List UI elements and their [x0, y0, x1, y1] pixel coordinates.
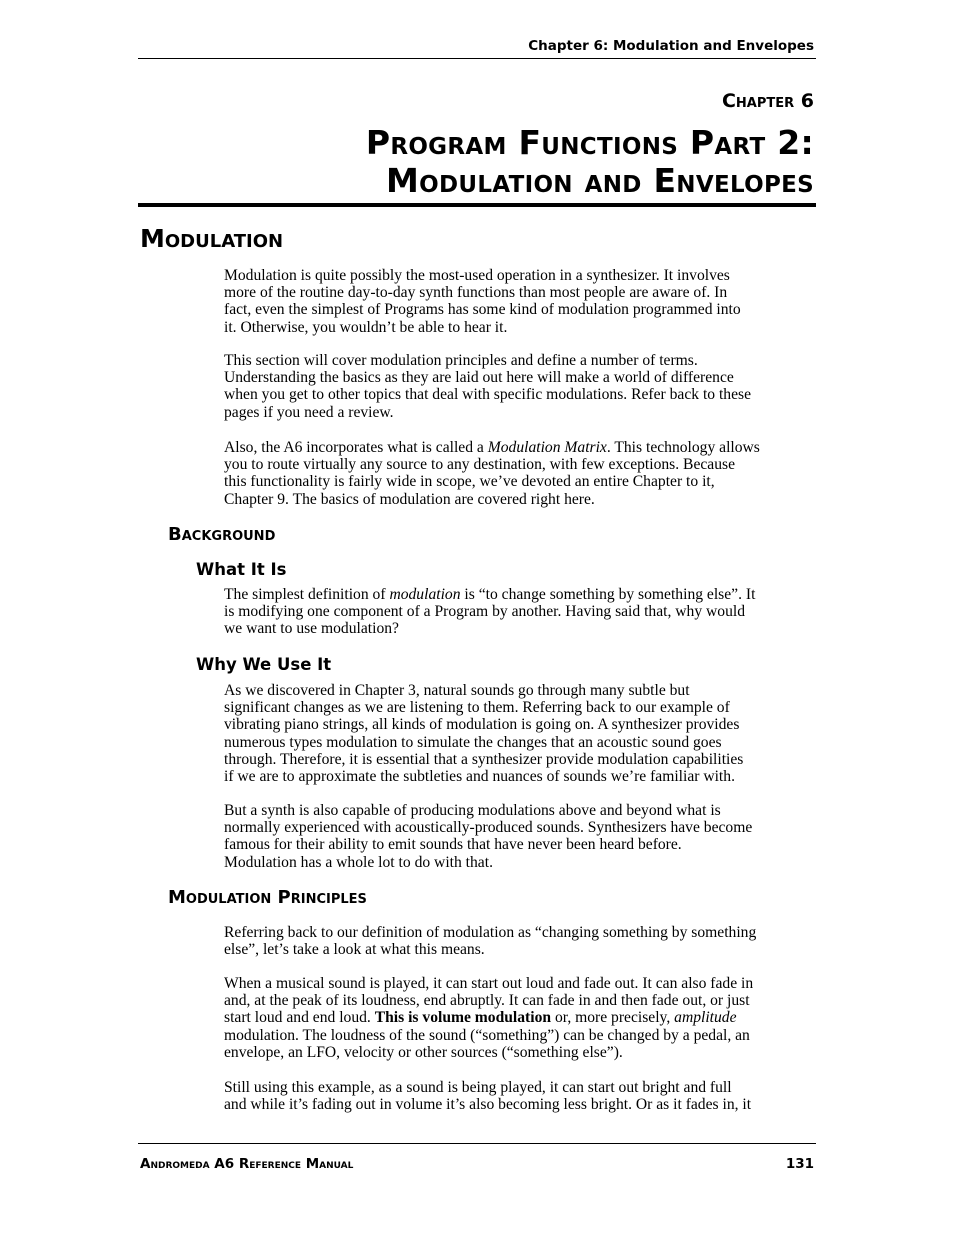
text-line: [224, 1009, 816, 1026]
bold-text: This is volume modulation: [374, 1009, 552, 1027]
header-rule: [138, 58, 816, 59]
text-line: When a musical sound is played, it can start out loud and fade out. It can also fade in: [224, 975, 754, 992]
text-line: and, at the peak of its loudness, end abruptly. It can fade in and then fade out, or just: [224, 992, 750, 1010]
text-line: Still using this example, as a sound is being played, it can start out bright and full: [224, 1079, 732, 1096]
why-we-use-it-paragraph-1: [224, 682, 816, 785]
text-line: Understanding the basics as they are laid out here will make a world of difference: [224, 369, 734, 387]
text-line: numerous types modulation to simulate the changes that an acoustic sound goes: [224, 733, 722, 751]
chapter-title-line-2: Modulation and Envelopes: [385, 161, 814, 200]
text-line: normally experienced with acoustically-produced sounds. Synthesizers have become: [224, 819, 753, 837]
footer-rule: [138, 1143, 816, 1144]
text-line: Modulation has a whole lot to do with that.: [224, 853, 493, 871]
text-run: Also, the A6 incorporates what is called a: [224, 439, 488, 456]
text-run: is “to change something by something else”. It: [460, 586, 756, 603]
text-line: Referring back to our definition of modulation as “changing something by something: [224, 924, 757, 941]
text-line: This section will cover modulation principles and define a number of terms.: [224, 352, 698, 369]
text-line: [224, 439, 816, 456]
section-heading-modulation: Modulation: [140, 224, 284, 253]
text-run: start loud and end loud.: [224, 1009, 375, 1027]
what-it-is-paragraph: [224, 586, 816, 638]
text-line: through. Therefore, it is essential that a synthesizer provide modulation capabilities: [224, 750, 744, 768]
section-heading-background: Background: [168, 524, 276, 545]
emphasis-text: Modulation Matrix: [487, 439, 607, 456]
chapter-title-line-1: Program Functions Part 2:: [365, 123, 814, 162]
text-run: The simplest definition of: [224, 586, 390, 603]
running-header: Chapter 6: Modulation and Envelopes: [528, 38, 814, 54]
modulation-paragraph-2: [224, 352, 816, 421]
emphasis-text: amplitude: [674, 1009, 737, 1027]
text-line: modulation. The loudness of the sound (“something”) can be changed by a pedal, an: [224, 1026, 750, 1044]
chapter-label: Chapter 6: [721, 90, 814, 112]
why-we-use-it-paragraph-2: [224, 802, 816, 871]
text-line: we want to use modulation?: [224, 620, 399, 638]
text-run: or, more precisely,: [551, 1009, 675, 1027]
text-line: you to route virtually any source to any destination, with few exceptions. Because: [224, 456, 735, 474]
emphasis-text: modulation: [389, 586, 461, 603]
text-line: it. Otherwise, you wouldn’t be able to hear it.: [224, 318, 508, 336]
text-line: Modulation is quite possibly the most-used operation in a synthesizer. It involves: [224, 267, 730, 284]
section-heading-modulation-principles: Modulation Principles: [168, 887, 367, 908]
principles-paragraph-1: [224, 924, 816, 958]
text-line: [224, 586, 816, 603]
text-line: pages if you need a review.: [224, 403, 394, 421]
principles-paragraph-3: [224, 1079, 816, 1113]
text-line: envelope, an LFO, velocity or other sources (“something else”).: [224, 1043, 623, 1061]
text-line: But a synth is also capable of producing modulations above and beyond what is: [224, 802, 721, 819]
text-line: vibrating piano strings, all kinds of modulation is going on. A synthesizer provides: [224, 716, 740, 734]
text-line: As we discovered in Chapter 3, natural sounds go through many subtle but: [224, 682, 690, 699]
text-line: is modifying one component of a Program by another. Having said that, why would: [224, 603, 746, 621]
text-line: this functionality is fairly wide in scope, we’ve devoted an entire Chapter to it,: [224, 473, 715, 491]
title-rule: [138, 203, 816, 207]
text-line: famous for their ability to emit sounds that have never been heard before.: [224, 836, 682, 854]
footer-manual-title: Andromeda A6 Reference Manual: [140, 1156, 354, 1172]
modulation-paragraph-1: [224, 267, 816, 336]
text-line: more of the routine day-to-day synth functions than most people are aware of. In: [224, 284, 728, 302]
subheading-why-we-use-it: Why We Use It: [196, 655, 332, 674]
subheading-what-it-is: What It Is: [196, 560, 287, 579]
text-line: when you get to other topics that deal with specific modulations. Refer back to these: [224, 386, 752, 404]
text-run: . This technology allows: [606, 439, 760, 456]
chapter-title: [366, 124, 814, 200]
text-line: significant changes as we are listening to them. Referring back to our example of: [224, 699, 730, 717]
page-number: 131: [785, 1156, 814, 1172]
modulation-paragraph-3: [224, 439, 816, 508]
text-line: and while it’s fading out in volume it’s also becoming less bright. Or as it fades in, it: [224, 1096, 752, 1114]
text-line: else”, let’s take a look at what this means.: [224, 941, 485, 959]
text-line: Chapter 9. The basics of modulation are covered right here.: [224, 490, 595, 508]
text-line: if we are to approximate the subtleties and nuances of sounds we’re familiar with.: [224, 768, 735, 786]
principles-paragraph-2: [224, 975, 816, 1061]
text-line: fact, even the simplest of Programs has some kind of modulation programmed into: [224, 301, 741, 319]
